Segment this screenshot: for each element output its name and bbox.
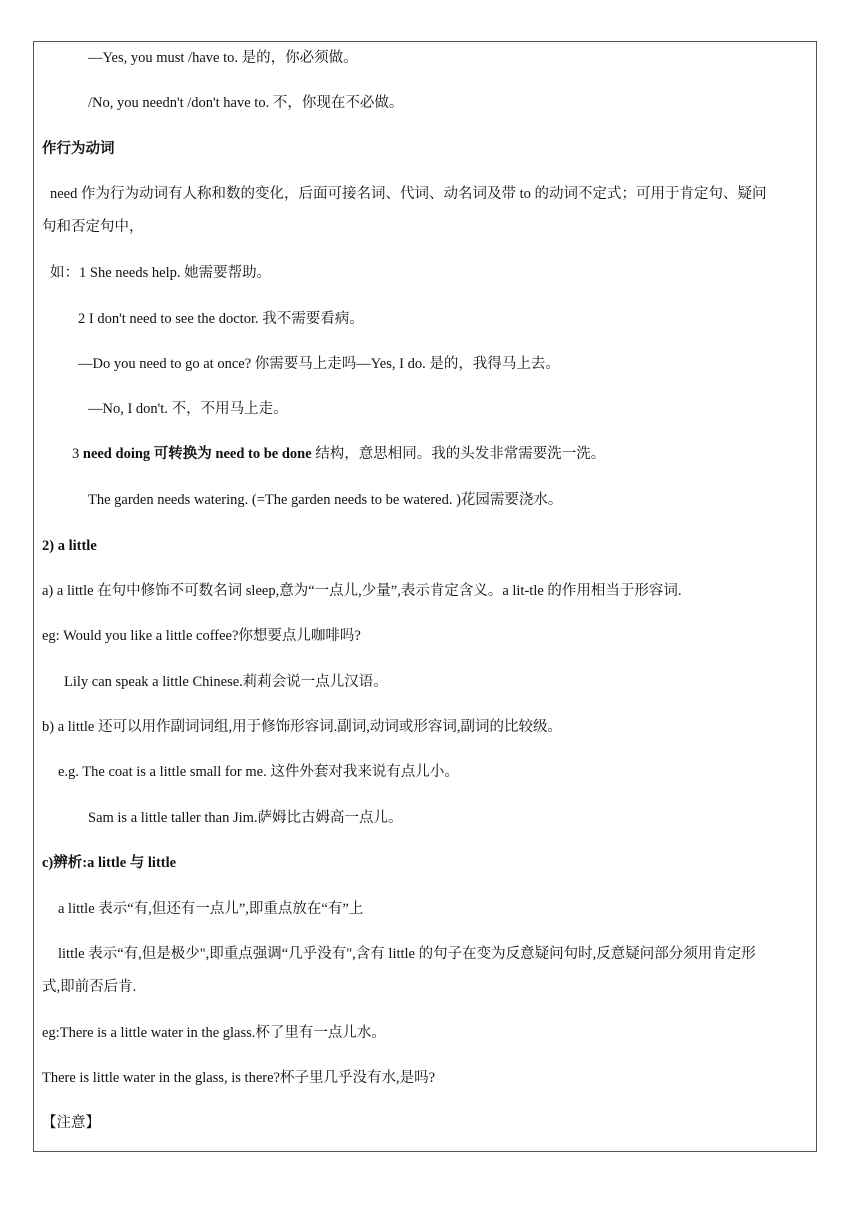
text-line: 式,即前否后肯. xyxy=(42,979,137,995)
text-line: b) a little 还可以用作副词词组,用于修饰形容词.副词,动词或形容词,副词的比较级。 xyxy=(42,719,562,735)
text-line: 句和否定句中， xyxy=(42,219,144,235)
text-line: /No, you needn't /don't have to. 不，你现在不必做。 xyxy=(88,95,404,111)
text-line: a little 表示“有,但还有一点儿”,即重点放在“有”上 xyxy=(58,901,364,917)
example-line: eg:There is a little water in the glass.杯了里有一点儿水。 xyxy=(42,1025,386,1041)
text-line: little 表示“有,但是极少",即重点强调“几乎没有",含有 little 的句子在变为反意疑问句时,反意疑问部分须用肯定形 xyxy=(58,946,756,962)
section-heading: 作行为动词 xyxy=(42,141,115,157)
example-line: —Do you need to go at once? 你需要马上走吗—Yes, I do. 是的，我得马上去。 xyxy=(78,356,560,372)
section-heading: c)辨析:a little 与 little xyxy=(42,855,177,871)
note-label: 【注意】 xyxy=(42,1115,100,1131)
example-line: The garden needs watering. (=The garden needs to be watered. )花园需要浇水。 xyxy=(88,492,563,508)
example-number: 3 xyxy=(72,446,83,462)
example-line: Sam is a little taller than Jim.萨姆比古姆高一点儿。 xyxy=(88,810,403,826)
text-line: a) a little 在句中修饰不可数名词 sleep,意为“一点儿,少量”,表示肯定含义。a lit-tle 的作用相当于形容词. xyxy=(42,583,682,599)
example-line: 2 I don't need to see the doctor. 我不需要看病。 xyxy=(78,311,364,327)
bold-phrase: need doing 可转换为 need to be done xyxy=(82,446,312,462)
text-line: —Yes, you must /have to. 是的，你必须做。 xyxy=(88,50,358,66)
example-line: 如：1 She needs help. 她需要帮助。 xyxy=(50,265,272,281)
example-rest: 结构，意思相同。我的头发非常需要洗一洗。 xyxy=(311,446,606,462)
example-line: There is little water in the glass, is there?杯子里几乎没有水,是吗? xyxy=(42,1070,436,1086)
section-heading: 2) a little xyxy=(42,538,97,554)
example-line: eg: Would you like a little coffee?你想要点儿咖啡吗? xyxy=(42,628,361,644)
example-line: —No, I don't. 不，不用马上走。 xyxy=(88,401,288,417)
text-line: need 作为行为动词有人称和数的变化，后面可接名词、代词、动名词及带 to 的动词不定式；可用于肯定句、疑问 xyxy=(50,186,767,202)
example-line: Lily can speak a little Chinese.莉莉会说一点儿汉语。 xyxy=(64,674,388,690)
example-line xyxy=(72,444,605,464)
example-line: e.g. The coat is a little small for me. 这件外套对我来说有点儿小。 xyxy=(58,764,459,780)
